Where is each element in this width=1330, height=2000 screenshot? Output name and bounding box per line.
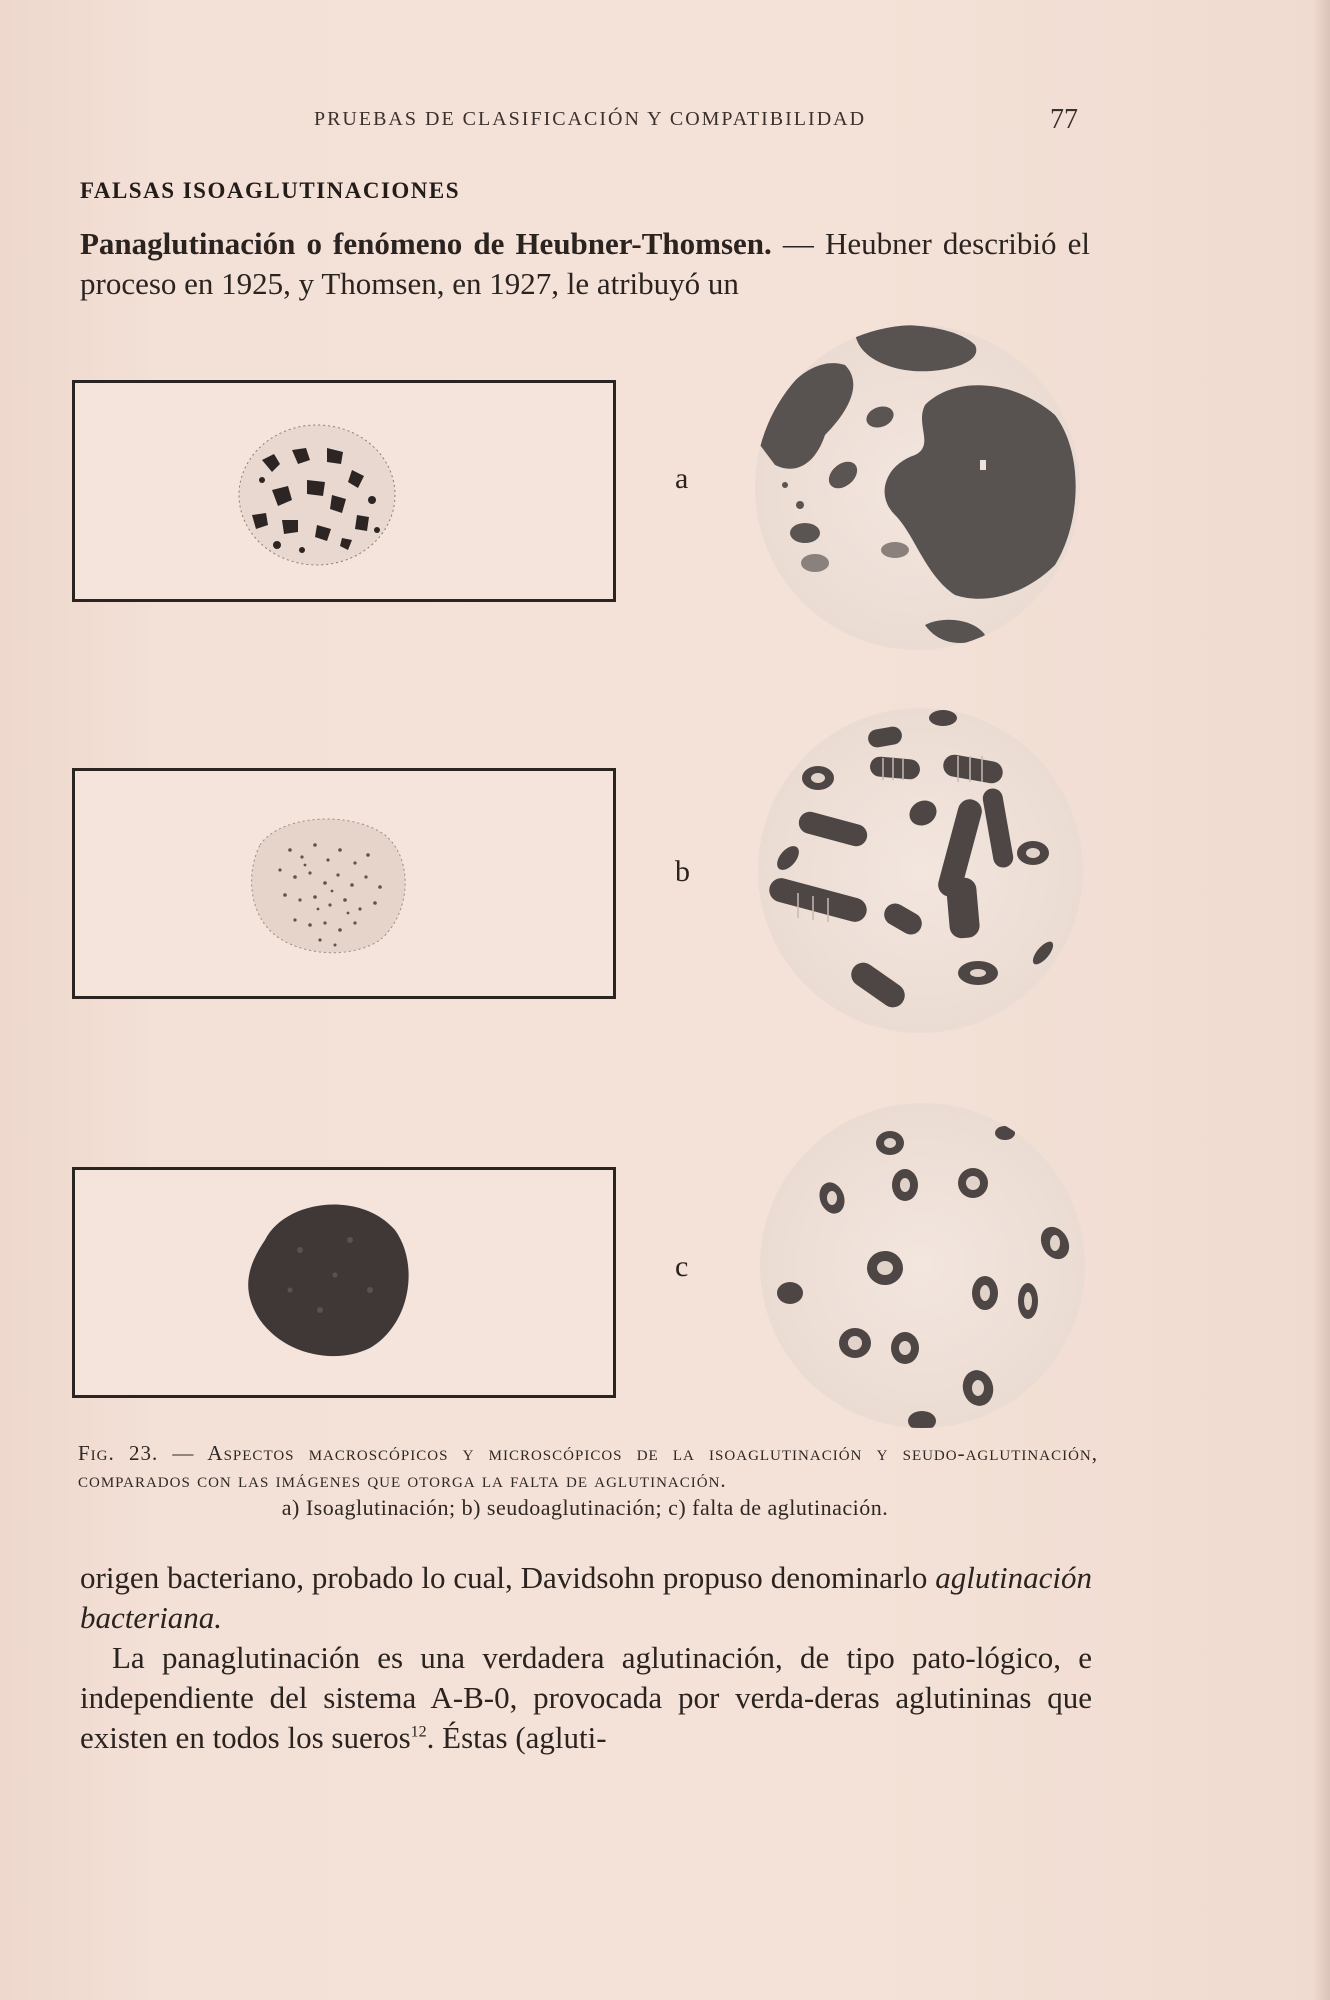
paragraph-1 (80, 1558, 1092, 1638)
lead-text: — Heubner describió el proceso en 1925, y Thomsen, en 1927, le atribuyó un (80, 226, 1091, 301)
body-text (80, 1558, 1092, 1758)
section-heading: FALSAS ISOAGLUTINACIONES (80, 178, 461, 203)
paragraph-2-text: La panaglutinación es una verdadera aglutinación, de tipo pato-lógico, e independiente del sistema A-B-0, provocada por verda-deras aglutininas que existen en todos los sueros (80, 1640, 1092, 1755)
figure-caption-legend: a) Isoaglutinación; b) seudoaglutinación; c) falta de aglutinación. (281, 1495, 889, 1520)
paragraph-2-tail: . Éstas (agluti- (426, 1720, 607, 1755)
figure-label-c: c (675, 1250, 689, 1283)
page-number: 77 (1050, 104, 1078, 135)
lead-paragraph (80, 224, 1090, 304)
page-edge-shadow (1312, 0, 1330, 2000)
micro-view-b (758, 708, 1083, 1033)
figure-label-a: a (675, 462, 689, 495)
micro-view-c (760, 1103, 1085, 1428)
paragraph-1-italic: aglutinación bacteriana. (80, 1560, 1092, 1635)
paragraph-2 (80, 1638, 1092, 1758)
micro-view-a (755, 325, 1080, 650)
lead-bold-title: Panaglutinación o fenómeno de Heubner-Thomsen. (80, 226, 772, 261)
macro-drop-c (240, 1190, 415, 1360)
running-head: PRUEBAS DE CLASIFICACIÓN Y COMPATIBILIDAD (313, 108, 867, 130)
macro-drop-a (232, 420, 402, 570)
figure-caption: Fig. 23. — Aspectos macroscópicos y microscópicos de la isoaglutinación y seudo-aglutinación, comparados con las imágenes que otorga la falta de aglutinación. (78, 1441, 1098, 1492)
figure-label-b: b (675, 855, 690, 888)
footnote-ref-12: 12 (410, 1723, 427, 1741)
macro-drop-b (240, 805, 415, 960)
paragraph-1-text: origen bacteriano, probado lo cual, Davidsohn propuso denominarlo (80, 1560, 936, 1595)
